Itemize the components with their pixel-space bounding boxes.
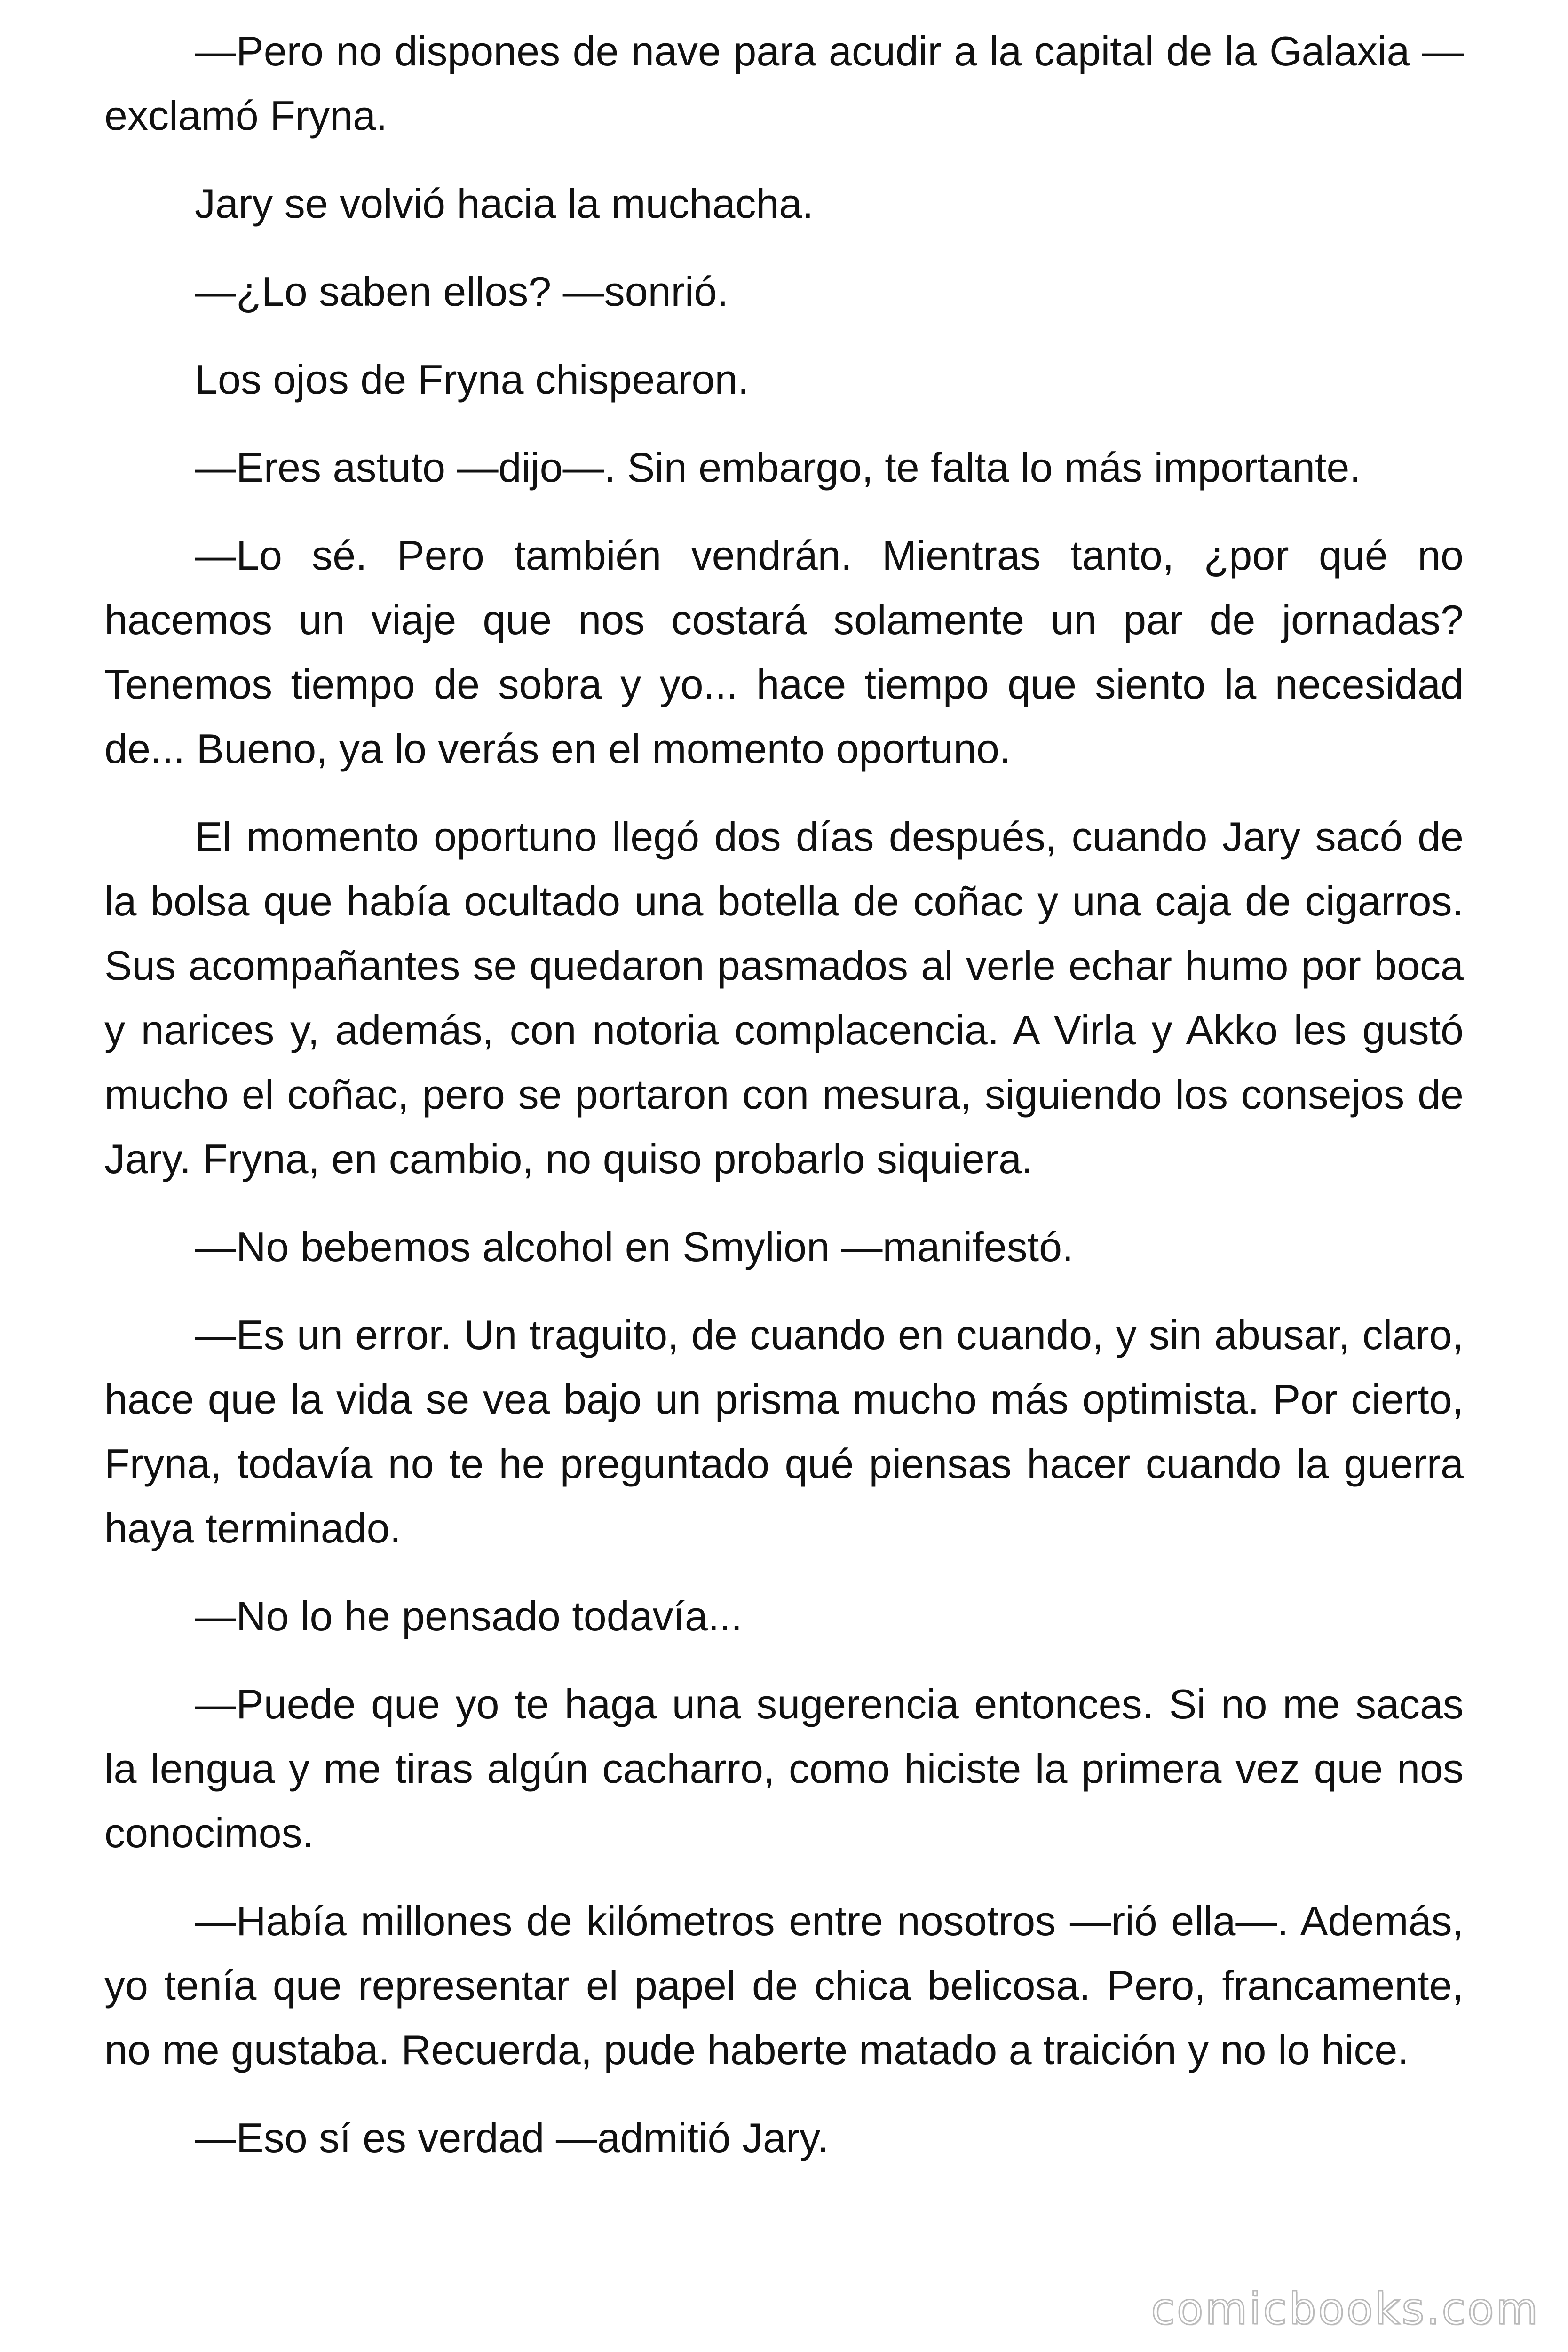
paragraph: —Había millones de kilómetros entre nosotros —rió ella—. Además, yo tenía que representar el papel de chica belicosa. Pero, francamente, no me gustaba. Recuerda, pude haberte matado a traición y no lo hice. bbox=[104, 1898, 1464, 2073]
paragraph: El momento oportuno llegó dos días después, cuando Jary sacó de la bolsa que había ocultado una botella de coñac y una caja de cigarros. Sus acompañantes se quedaron pasmados al verle echar humo por boca y narices y, además, con notoria complacencia. A Virla y Akko les gustó mucho el coñac, pero se portaron con mesura, siguiendo los consejos de Jary. Fryna, en cambio, no quiso probarlo siquiera. bbox=[104, 813, 1464, 1182]
body-text bbox=[104, 19, 1464, 2193]
paragraph: —Lo sé. Pero también vendrán. Mientras tanto, ¿por qué no hacemos un viaje que nos costará solamente un par de jornadas? Tenemos tiempo de sobra y yo... hace tiempo que siento la necesidad de... Bueno, ya lo verás en el momento oportuno. bbox=[104, 532, 1464, 772]
paragraph: Los ojos de Fryna chispearon. bbox=[195, 356, 749, 403]
paragraph: —No bebemos alcohol en Smylion —manifestó. bbox=[195, 1224, 1074, 1270]
paragraph: —Pero no dispones de nave para acudir a la capital de la Galaxia —exclamó Fryna. bbox=[104, 28, 1464, 139]
paragraph: —Puede que yo te haga una sugerencia entonces. Si no me sacas la lengua y me tiras algún cacharro, como hiciste la primera vez que nos conocimos. bbox=[104, 1681, 1464, 1856]
paragraph: Jary se volvió hacia la muchacha. bbox=[195, 180, 814, 227]
paragraph: —No lo he pensado todavía... bbox=[195, 1593, 743, 1639]
paragraph: —¿Lo saben ellos? —sonrió. bbox=[195, 268, 729, 315]
paragraph: —Es un error. Un traguito, de cuando en cuando, y sin abusar, claro, hace que la vida se vea bajo un prisma mucho más optimista. Por cierto, Fryna, todavía no te he preguntado qué piensas hacer cuando la guerra haya terminado. bbox=[104, 1311, 1464, 1551]
watermark: comicbooks.com bbox=[1151, 2284, 1540, 2334]
paragraph: —Eres astuto —dijo—. Sin embargo, te falta lo más importante. bbox=[195, 444, 1361, 491]
paragraph: —Eso sí es verdad —admitió Jary. bbox=[195, 2114, 829, 2161]
